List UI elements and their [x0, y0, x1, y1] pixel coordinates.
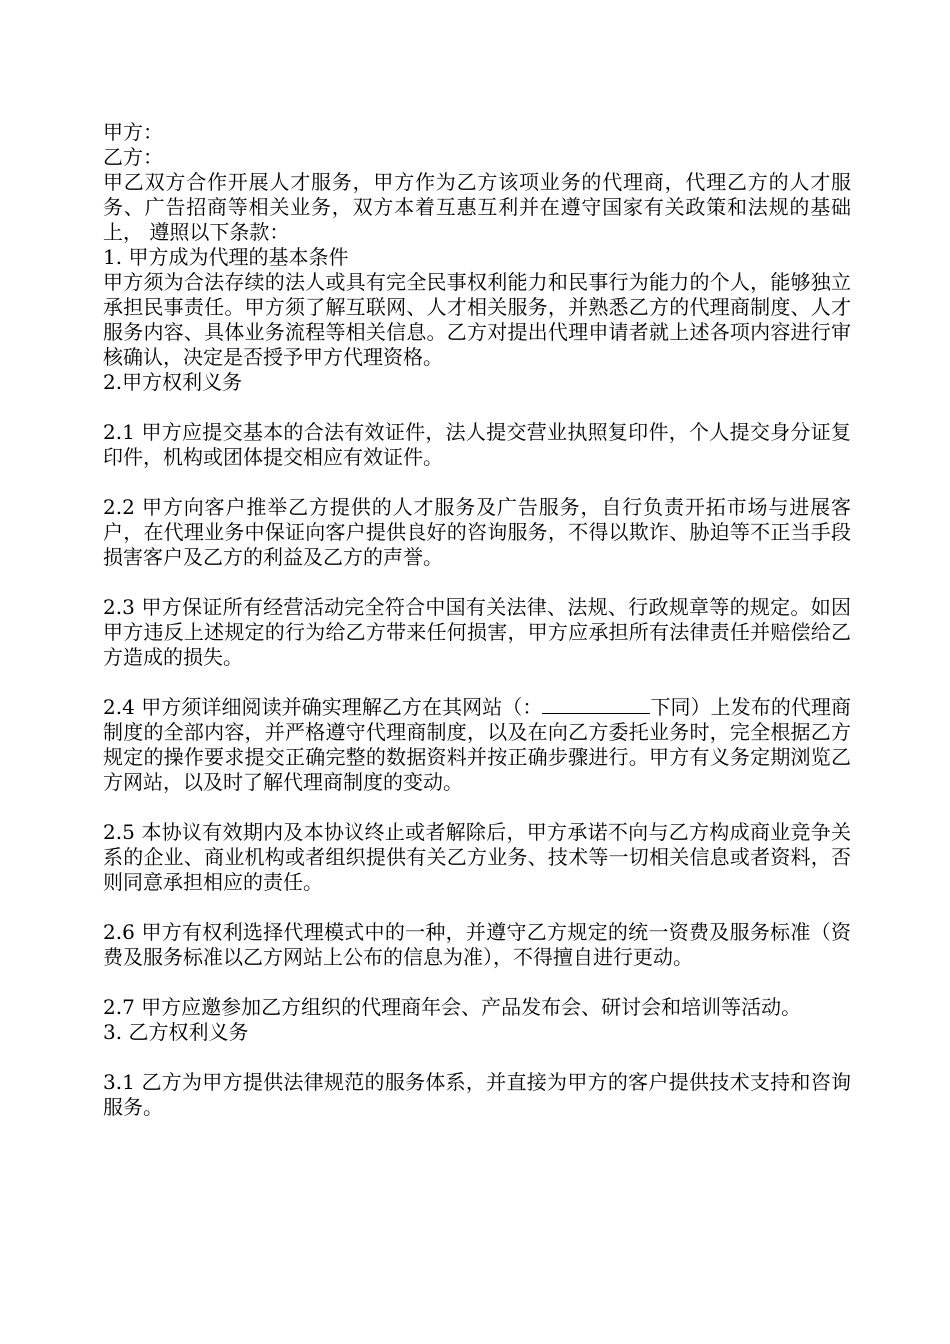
clause-2-6: 2.6 甲方有权利选择代理模式中的一种，并遵守乙方规定的统一资费及服务标准（资费及服务标准以乙方网站上公布的信息为准），不得擅自进行更动。	[103, 920, 851, 969]
section-1-body: 甲方须为合法存续的法人或具有完全民事权利能力和民事行为能力的个人，能够独立承担民事责任。甲方须了解互联网、人才相关服务，并熟悉乙方的代理商制度、人才服务内容、具体业务流程等相关信息。乙方对提出代理申请者就上述各项内容进行审核确认，决定是否授予甲方代理资格。	[103, 270, 851, 369]
clause-2-4	[103, 695, 851, 795]
clause-2-2: 2.2 甲方向客户推举乙方提供的人才服务及广告服务，自行负责开拓市场与进展客户，在代理业务中保证向客户提供良好的咨询服务，不得以欺诈、胁迫等不正当手段损害客户及乙方的利益及乙方的声誉。	[103, 495, 851, 569]
section-3-title: 3. 乙方权利义务	[103, 1020, 249, 1044]
clause-2-4-rest: 下同）上发布的代理商制度的全部内容，并严格遵守代理商制度，以及在向乙方委托业务时，完全根据乙方规定的操作要求提交正确完整的数据资料并按正确步骤进行。甲方有义务定期浏览乙方网站，以及时了解代理商制度的变动。	[103, 695, 851, 794]
clause-2-7: 2.7 甲方应邀参加乙方组织的代理商年会、产品发布会、研讨会和培训等活动。	[103, 995, 802, 1019]
website-blank-line	[542, 695, 650, 714]
section-2-title: 2.甲方权利义务	[103, 370, 243, 394]
clause-3-1: 3.1 乙方为甲方提供法律规范的服务体系，并直接为甲方的客户提供技术支持和咨询服务。	[103, 1070, 851, 1119]
party-b-label: 乙方：	[103, 145, 163, 169]
intro-paragraph: 甲乙双方合作开展人才服务，甲方作为乙方该项业务的代理商，代理乙方的人才服务、广告招商等相关业务，双方本着互惠互利并在遵守国家有关政策和法规的基础上， 遵照以下条款：	[103, 170, 851, 244]
clause-2-1: 2.1 甲方应提交基本的合法有效证件，法人提交营业执照复印件，个人提交身分证复印件，机构或团体提交相应有效证件。	[103, 420, 851, 469]
document-body	[103, 120, 851, 1120]
clause-2-3: 2.3 甲方保证所有经营活动完全符合中国有关法律、法规、行政规章等的规定。如因甲方违反上述规定的行为给乙方带来任何损害，甲方应承担所有法律责任并赔偿给乙方造成的损失。	[103, 595, 851, 669]
section-1-title: 1. 甲方成为代理的基本条件	[103, 245, 349, 269]
party-a-label: 甲方：	[103, 120, 163, 144]
clause-2-5: 2.5 本协议有效期内及本协议终止或者解除后，甲方承诺不向与乙方构成商业竞争关系的企业、商业机构或者组织提供有关乙方业务、技术等一切相关信息或者资料，否则同意承担相应的责任。	[103, 820, 851, 894]
clause-2-4-lead: 2.4 甲方须详细阅读并确实理解乙方在其网站（：	[103, 695, 543, 719]
